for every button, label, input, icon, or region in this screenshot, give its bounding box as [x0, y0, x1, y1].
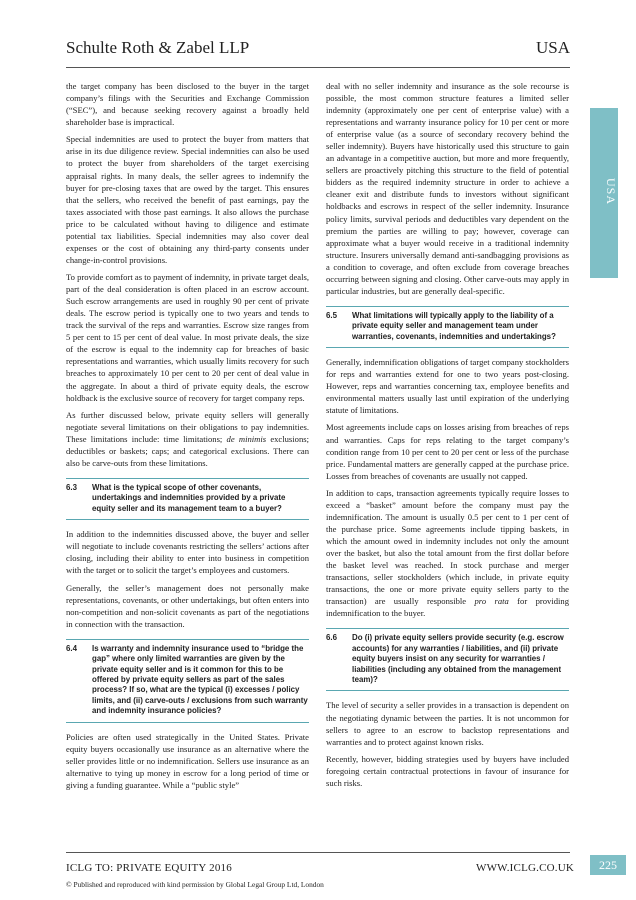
question-heading	[66, 639, 309, 723]
body-paragraph: Most agreements include caps on losses arising from breaches of reps and warranties. Caps for reps relating to the target company’s condition range from 10 per cent to 20 per cent or less of the purchase price. Fundamental matters are generally capped at the purchase price. Losses from breaches of covenants are usually not capped.	[326, 422, 569, 481]
question-number: 6.4	[66, 643, 77, 653]
body-paragraph: Special indemnities are used to protect the buyer from matters that arise in its due diligence review. Special indemnities can also be used to protect the buyer from shareholders of the target exercising appraisal rights. In many deals, the seller agrees to indemnify the buyer for pre-closing taxes that are owed by the target. This ensures that the sellers, who received the benefit of past earnings, pay the taxes associated with those past earnings. It also allows the purchase price to be calculated without having to diligence and estimate potential tax liabilities. Special indemnities may also cover deal expenses or the cost of obtaining any third-party consents under change-in-control provisions.	[66, 134, 309, 265]
body-paragraph: Recently, however, bidding strategies used by buyers have included foregoing certain contractual protections in favour of insurance for such risks.	[326, 753, 569, 788]
header-divider	[66, 67, 570, 68]
country-name: USA	[535, 38, 570, 57]
body-paragraph: Policies are often used strategically in the United States. Private equity buyers occasionally use insurance as an alternative where the seller provides little or no indemnification. Sellers use insurance as an alternative to tying up money in escrow for a long period of time or giving a funding guarantee. While a “public style”	[66, 731, 309, 790]
firm-name: Schulte Roth & Zabel LLP	[66, 38, 250, 57]
publication-title: ICLG TO: PRIVATE EQUITY 2016	[66, 862, 232, 874]
question-text: Do (i) private equity sellers provide security (e.g. escrow accounts) for any warranties / liabilities, and (ii) private equity buyers insist on any security for warranties / liabilities (including any obtained from the management team)?	[352, 633, 564, 685]
footer-divider	[66, 852, 570, 853]
question-number: 6.6	[326, 633, 337, 643]
right-column	[326, 80, 569, 794]
question-heading	[326, 628, 569, 691]
question-heading	[66, 478, 309, 520]
body-paragraph: deal with no seller indemnity and insurance as the sole recourse is possible, the most common structure features a limited seller indemnity (approximately one per cent of enterprise value) with a representations and warranty insurance policy for 10 per cent or more of enterprise value (as a source of secondary recovery behind the seller indemnity). Buyers have historically used this structure to gain an advantage in a competitive auction, but more and more frequently, sellers are proactively pitching this structure to the field of potential bidders as the required indemnity structure in order to achieve a cleaner exit and distribute funds to investors without significant holdbacks and escrows in respect of the seller indemnity. Insurance policy limits, survival periods and deductibles vary dependent on the premium the parties are willing to pay; however, coverage can approximate what a buyer would receive in a traditional indemnity structure. Insurers universally demand anti-sandbagging provisions as a condition to coverage, and often exclude from coverage breaches occurring between signing and closing. Other carve-outs may apply in particular industries, but are generally deal-specific.	[326, 81, 569, 296]
body-paragraph: In addition to the indemnities discussed above, the buyer and seller will negotiate to include covenants restricting the sellers’ actions after closing, including their ability to enter into business in competition with the target or to solicit the target’s employees and customers.	[66, 529, 309, 576]
side-tab-label: USA	[604, 178, 618, 206]
question-text: Is warranty and indemnity insurance used to “bridge the gap” where only limited warranties are given by the private equity seller and is it common for this to be offered by private equity sellers as part of the sales process? If so, what are the typical (i) excesses / policy limits, and (ii) carve-outs / exclusions from such warranty and indemnity insurance policies?	[92, 643, 308, 716]
left-column	[66, 80, 309, 796]
body-paragraph: The level of security a seller provides in a transaction is dependent on the negotiating dynamic between the parties. It is not uncommon for sellers to agree to an escrow to backstop representations and warranties and to protect against known risks.	[326, 700, 569, 747]
page-header	[66, 38, 570, 64]
body-paragraph: In addition to caps, transaction agreements typically require losses to exceed a “basket” amount before the company must pay the indemnification. The amount is usually 0.5 per cent to 1 per cent of the purchase price. Some agreements include tipping baskets, in which the amount owed in indemnity includes not only the amount over the basket, but also the total amount from the first dollar before the basket level was reached. In stock purchase and merger transactions, seller stockholders (which include, in private equity transactions, the one or more private equity sellers party to the transaction) are usually responsible pro rata for providing indemnification to the buyer.	[326, 487, 569, 619]
question-heading	[326, 306, 569, 348]
body-paragraph: As further discussed below, private equity sellers will generally negotiate several limitations on their obligations to pay indemnities. These limitations include: time limitations; de minimis exclusions; deductibles or baskets; caps; and categorical exclusions. There can also be carve-outs from these limitations.	[66, 409, 309, 468]
body-paragraph: To provide comfort as to payment of indemnity, in private target deals, part of the deal consideration is often placed in an escrow account. Such escrow arrangements are used in roughly 90 per cent of private deals. The escrow period is typically one to two years and tends to track the survival of the reps and warranties. Escrow size ranges from 5 per cent to 15 per cent of deal value. In most private deals, the size of the escrow is equal to the indemnity cap for breaches of basic representations and warranties, which usually limits recovery for such breaches to approximately 10 per cent to 20 per cent of deal value in the aggregate. In about a third of private equity deals, the escrow holdback is the exclusive source of recovery for target company reps.	[66, 272, 309, 403]
question-text: What limitations will typically apply to the liability of a private equity seller and management team under warranties, covenants, indemnities and undertakings?	[352, 310, 556, 341]
page-number: 225	[599, 858, 617, 872]
body-paragraph: Generally, the seller’s management does not personally make representations, covenants, or other undertakings, but often enters into non-competition and non-solicit covenants as part of the negotiations in connection with the transaction.	[66, 582, 309, 629]
website-link[interactable]: WWW.ICLG.CO.UK	[476, 862, 575, 874]
body-paragraph: Generally, indemnification obligations of target company stockholders for reps and warranties extend for one to two years post-closing. However, reps and warranties concerning tax, employee benefits and environmental matters usually last until expiration of the underlying statute of limitations.	[326, 357, 569, 416]
question-number: 6.3	[66, 483, 77, 493]
question-number: 6.5	[326, 310, 337, 320]
country-side-tab	[590, 108, 618, 278]
body-paragraph: the target company has been disclosed to the buyer in the target company’s filings with the Securities and Exchange Commission (“SEC”), and because seeking recovery against a broadly held shareholder base is impractical.	[66, 81, 309, 128]
copyright-credit: © Published and reproduced with kind permission by Global Legal Group Ltd, London	[66, 880, 324, 889]
page-number-box	[590, 855, 626, 875]
question-text: What is the typical scope of other covenants, undertakings and indemnities provided by a private equity seller and its management team to a buyer?	[92, 483, 286, 513]
